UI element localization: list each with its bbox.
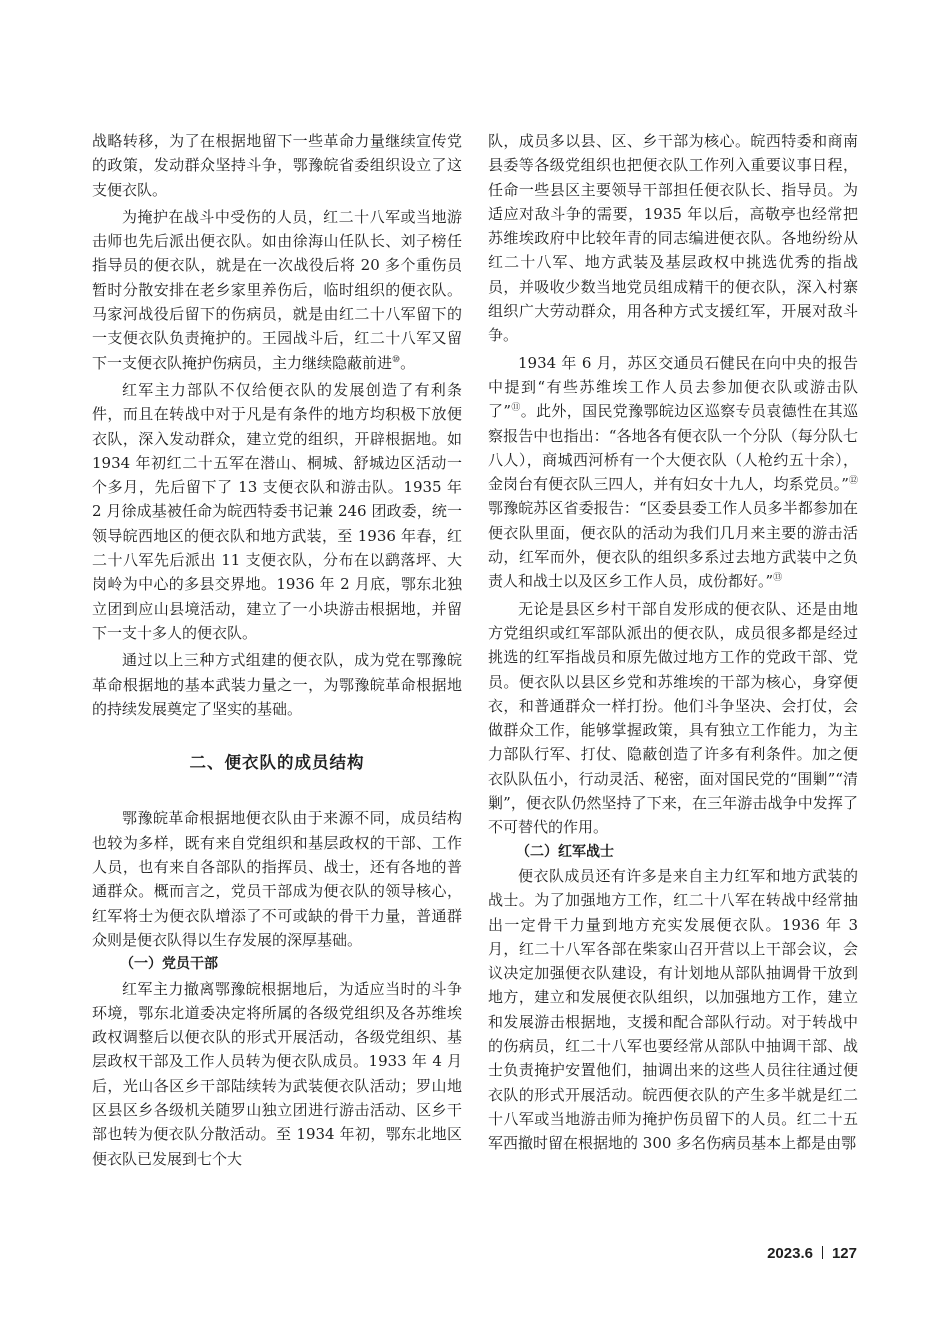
paragraph: 鄂豫皖革命根据地便衣队由于来源不同，成员结构也较为多样，既有来自党组织和基层政权的干部、工作人员，也有来自各部队的指挥员、战士，还有各地的普通群众。概而言之，党员干部成为便衣队的领导核心，红军将士为便衣队增添了不可或缺的骨干力量，普通群众则是便衣队得以生存发展的深厚基础。 <box>92 809 462 949</box>
page-number: 127 <box>831 1245 857 1262</box>
footer-divider <box>822 1246 823 1259</box>
footnote-ref: ⑫ <box>848 476 858 487</box>
paragraph: 红军主力撤离鄂豫皖根据地后，为适应当时的斗争环境，鄂东北道委决定将所属的各级党组织及各苏维埃政权调整后以便衣队的形式开展活动，各级党组织、基层政权干部及工作人员转为便衣队成员。1933 年 4 月后，光山各区乡干部陆续转为武装便衣队活动；罗山地区县区乡各级机关随罗山独立团进行游击活动、区乡干部也转为便衣队分散活动。至 1934 年初，鄂东北地区便衣队已发展到七个大 <box>92 979 462 1168</box>
paragraph: 便衣队成员还有许多是来自主力红军和地方武装的战士。为了加强地方工作，红二十八军在转战中经常抽出一定骨干力量到地方充实发展便衣队。1936 年 3 月，红二十八军各部在柴家山召开营以上干部会议，会议决定加强便衣队建设，有计划地从部队抽调骨干放到地方，建立和发展便衣队组织，以加强地方工作，建立和发展游击根据地，支援和配合部队行动。对于转战中的伤病员，红二十八军也要经常从部队中抽调干部、战士负责掩护安置他们，抽调出来的这些人员往往通过便衣队的形式开展活动。皖西便衣队的产生多半就是红二十八军或当地游击师为掩护伤员留下的人员。红二十五军西撤时留在根据地的 300 多名伤病员基本上都是由鄂 <box>488 866 858 1153</box>
subsection-heading: （二）红军战士 <box>516 843 614 860</box>
subsection-heading: （一）党员干部 <box>120 956 218 973</box>
paragraph: 队，成员多以县、区、乡干部为核心。皖西特委和商南县委等各级党组织也把便衣队工作列入重要议事日程，任命一些县区主要领导干部担任便衣队长、指导员。为适应对敌斗争的需要，1935 年以后，高敬亭也经常把苏维埃政府中比较年青的同志编进便衣队。各地纷纷从红二十八军、地方武装及基层政权中挑选优秀的指战员，并吸收少数当地党员组成精干的便衣队，深入村寨组织广大劳动群众，用各种方式支援红军，开展对敌斗争。 <box>488 132 858 345</box>
right-column <box>488 129 858 1155</box>
paragraph: 无论是县区乡村干部自发形成的便衣队、还是由地方党组织或红军部队派出的便衣队，成员很多都是经过挑选的红军指战员和原先做过地方工作的党政干部、党员。便衣队以县区乡党和苏维埃的干部为核心，身穿便衣，和普通群众一样打扮。他们斗争坚决、会打仗，会做群众工作，能够掌握政策，具有独立工作能力，为主力部队行军、打仗、隐蔽创造了许多有利条件。加之便衣队队伍小，行动灵活、秘密，面对国民党的“围剿”“清剿”，便衣队仍然坚持了下来，在三年游击战争中发挥了不可替代的作用。 <box>488 599 858 837</box>
paragraph <box>488 351 858 594</box>
paragraph <box>92 205 462 375</box>
footnote-ref: ⑩ <box>392 354 401 365</box>
paragraph: 战略转移，为了在根据地留下一些革命力量继续宣传党的政策，发动群众坚持斗争，鄂豫皖省委组织设立了这支便衣队。 <box>92 132 462 199</box>
footnote-ref: ⑬ <box>773 573 783 584</box>
paragraph: 通过以上三种方式组建的便衣队，成为党在鄂豫皖革命根据地的基本武装力量之一，为鄂豫皖革命根据地的持续发展奠定了坚实的基础。 <box>92 651 462 718</box>
left-column <box>92 129 462 1171</box>
paragraph-text: 。 <box>400 353 416 372</box>
paragraph-text: 鄂豫皖苏区省委报告：“区委县委工作人员多半都参加在便衣队里面，便衣队的活动为我们几月来主要的游击活动，红军而外，便衣队的组织多系过去地方武装中之负责人和战士以及区乡工作人员，成份都好。” <box>488 499 858 591</box>
paragraph-text: 为掩护在战斗中受伤的人员，红二十八军或当地游击师也先后派出便衣队。如由徐海山任队长、刘子榜任指导员的便衣队，就是在一次战役后将 20 多个重伤员暂时分散安排在老乡家里养伤后，临时组织的便衣队。马家河战役后留下的伤病员，就是由红二十八军留下的一支便衣队负责掩护的。王园战斗后，红二十八军又留下一支便衣队掩护伤病员，主力继续隐蔽前进 <box>92 207 462 372</box>
paragraph: 红军主力部队不仅给便衣队的发展创造了有利条件，而且在转战中对于凡是有条件的地方均积极下放便衣队，深入发动群众，建立党的组织，开辟根据地。如 1934 年初红二十五军在潜山、桐城、舒城边区活动一个多月，先后留下了 13 支便衣队和游击队。1935 年 2 月徐成基被任命为皖西特委书记兼 246 团政委，统一领导皖西地区的便衣队和地方武装，至 1936 年春，红二十八军先后派出 11 支便衣队，分布在以鹞落坪、大岗岭为中心的多县交界地。1936 年 2 月底，鄂东北独立团到应山县境活动，建立了一小块游击根据地，并留下一支十多人的便衣队。 <box>92 380 462 642</box>
page-footer <box>767 1245 857 1262</box>
issue-number: 2023.6 <box>767 1245 813 1262</box>
paragraph-text: 。此外，国民党豫鄂皖边区巡察专员袁德性在其巡察报告中也指出：“各地各有便衣队一个分队（每分队七八人），商城西河桥有一个大便衣队（人枪约五十余），金岗台有便衣队三四人，并有妇女十九人，均系党员。” <box>488 402 858 494</box>
paragraph-text: 1934 年 6 月，苏区交通员石健民在向中央的报告中提到“有些苏维埃工作人员去参加便衣队或游击队了” <box>488 353 858 421</box>
footnote-ref: ⑪ <box>511 403 521 414</box>
section-heading: 二、便衣队的成员结构 <box>189 753 365 773</box>
